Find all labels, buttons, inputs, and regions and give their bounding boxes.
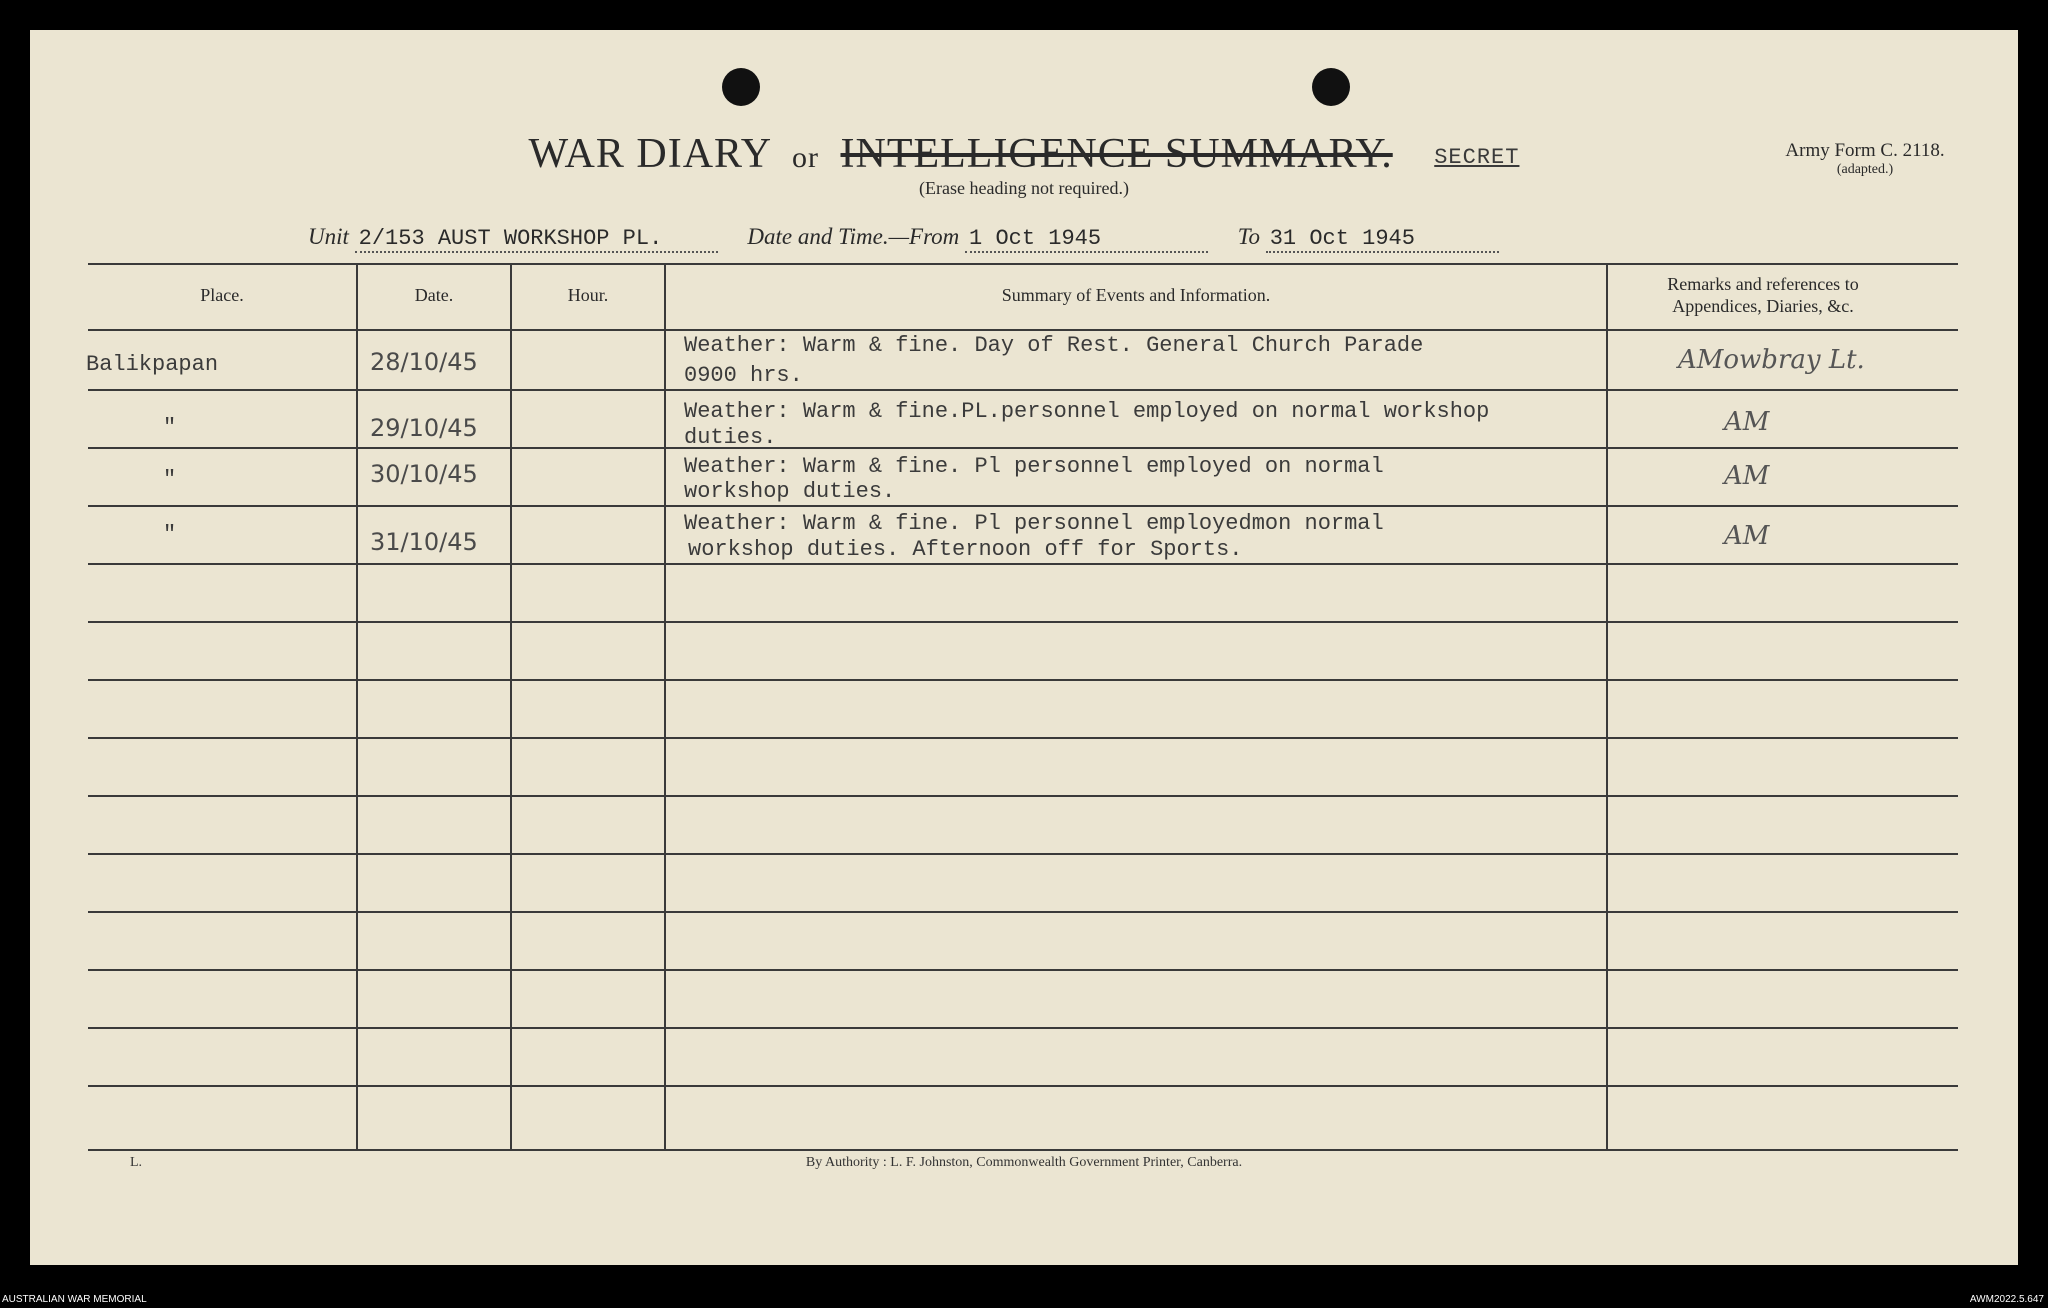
row-rule	[88, 563, 1958, 565]
row-rule	[88, 969, 1958, 971]
from-value: 1 Oct 1945	[965, 226, 1208, 253]
punch-hole-right	[1312, 68, 1350, 106]
initials-signature: AM	[1724, 407, 1770, 437]
archive-caption: AUSTRALIAN WAR MEMORIAL	[2, 1294, 147, 1305]
entry-summary-line: Weather: Warm & fine.PL.personnel employed on normal workshop	[684, 399, 1490, 424]
column-header-date: Date.	[414, 285, 454, 306]
column-divider	[1606, 263, 1608, 1151]
entry-summary-line: Weather: Warm & fine. Day of Rest. General Church Parade	[684, 333, 1424, 358]
column-header-remarks: Remarks and references to Appendices, Diaries, &c.	[1667, 274, 1859, 316]
initials-signature: AMowbray Lt.	[1678, 345, 1865, 375]
printer-authority: By Authority : L. F. Johnston, Commonwealth Government Printer, Canberra.	[805, 1155, 1243, 1170]
row-rule	[88, 1027, 1958, 1029]
entry-place: "	[163, 467, 177, 492]
form-number	[1745, 140, 1985, 178]
unit-label: Unit	[308, 224, 349, 249]
entry-date: 30/10/45	[370, 460, 478, 488]
column-divider	[664, 263, 666, 1151]
entry-place: Balikpapan	[86, 352, 219, 377]
initials-signature: AM	[1724, 521, 1770, 551]
erase-note: (Erase heading not required.)	[919, 178, 1129, 198]
row-rule	[88, 505, 1958, 507]
to-label: To	[1237, 224, 1260, 249]
diary-table	[88, 263, 1958, 1151]
row-rule	[88, 737, 1958, 739]
unit-line	[308, 224, 1499, 253]
title-struck: INTELLIGENCE SUMMARY.	[840, 131, 1393, 177]
table-bottom-rule	[88, 1149, 1958, 1151]
entry-summary-line: workshop duties.	[684, 479, 896, 504]
entry-summary-line: Weather: Warm & fine. Pl personnel employedmon normal	[684, 511, 1384, 536]
row-rule	[88, 621, 1958, 623]
row-rule	[88, 1085, 1958, 1087]
row-rule	[88, 795, 1958, 797]
form-number-text: Army Form C. 2118.	[1785, 140, 1945, 161]
unit-value: 2/153 AUST WORKSHOP PL.	[355, 226, 718, 253]
row-rule	[88, 679, 1958, 681]
entry-date: 29/10/45	[370, 414, 478, 442]
column-header-hour: Hour.	[567, 285, 609, 306]
row-rule	[88, 389, 1958, 391]
row-rule	[88, 853, 1958, 855]
entry-summary-line: 0900 hrs.	[684, 363, 803, 388]
entry-summary-line: workshop duties. Afternoon off for Sports.	[688, 537, 1243, 562]
title-or: or	[792, 141, 819, 174]
date-time-label: Date and Time.—From	[747, 224, 960, 249]
to-value: 31 Oct 1945	[1266, 226, 1499, 253]
title-main: WAR DIARY	[528, 131, 771, 177]
entry-summary-line: Weather: Warm & fine. Pl personnel employed on normal	[684, 454, 1384, 479]
form-title	[0, 130, 2048, 178]
archive-reference: AWM2022.5.647	[1969, 1294, 2044, 1305]
initials-signature: AM	[1724, 461, 1770, 491]
entry-date: 28/10/45	[370, 348, 478, 376]
entry-place: "	[163, 415, 177, 440]
column-header-place: Place.	[200, 285, 244, 306]
header-rule	[88, 329, 1958, 331]
entry-date: 31/10/45	[370, 528, 478, 556]
form-adapted: (adapted.)	[1836, 162, 1894, 177]
punch-hole-left	[722, 68, 760, 106]
form-mark: L.	[130, 1155, 143, 1170]
entry-place: "	[163, 522, 177, 547]
column-divider	[510, 263, 512, 1151]
classification-stamp: SECRET	[1434, 144, 1520, 170]
entry-summary-line: duties.	[684, 425, 777, 450]
column-header-summary: Summary of Events and Information.	[1001, 285, 1271, 306]
column-divider	[356, 263, 358, 1151]
row-rule	[88, 911, 1958, 913]
row-rule	[88, 447, 1958, 449]
